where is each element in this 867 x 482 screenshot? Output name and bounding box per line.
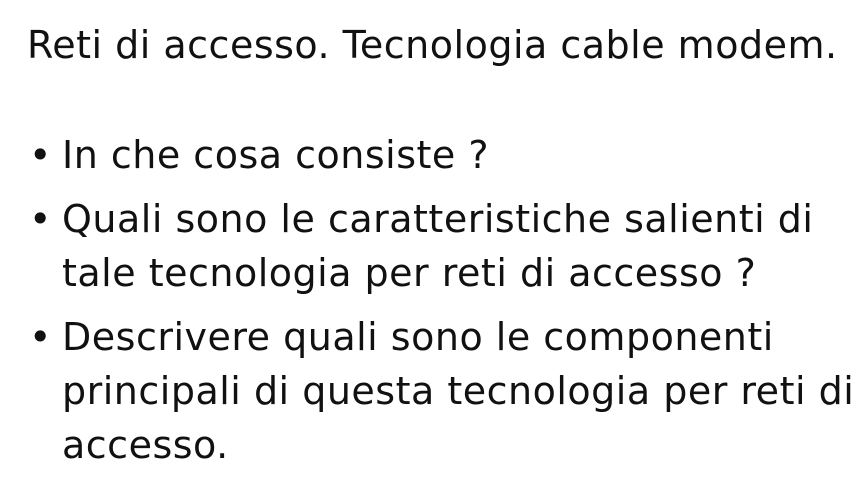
slide-title: Reti di accesso. Tecnologia cable modem. — [27, 23, 838, 67]
bullet-list — [27, 128, 857, 482]
bullet-item — [27, 128, 857, 182]
bullet-dot-icon: • — [29, 133, 52, 177]
bullet-item — [27, 192, 857, 300]
bullet-dot-icon: • — [29, 197, 52, 241]
bullet-text: In che cosa consiste ? — [62, 133, 490, 177]
bullet-item — [27, 310, 857, 472]
bullet-text: Descrivere quali sono le componenti principali di questa tecnologia per reti di accesso. — [62, 315, 855, 467]
bullet-dot-icon: • — [29, 315, 52, 359]
bullet-text: Quali sono le caratteristiche salienti di tale tecnologia per reti di accesso ? — [62, 197, 814, 295]
